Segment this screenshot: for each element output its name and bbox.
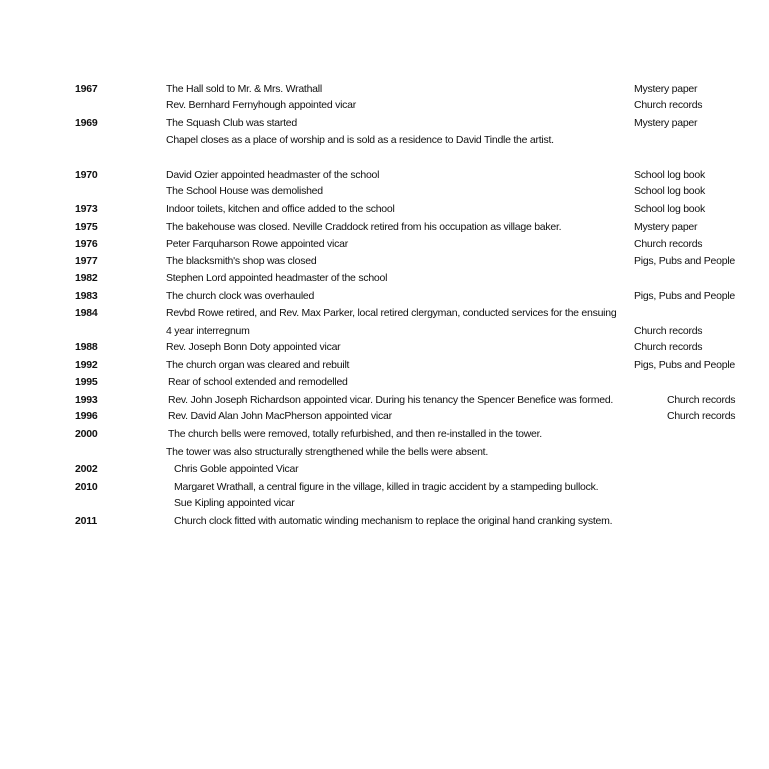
row-year: 1977 bbox=[75, 255, 98, 267]
row-event: Chapel closes as a place of worship and is sold as a residence to David Tindle the artist. bbox=[166, 134, 554, 146]
row-event: Indoor toilets, kitchen and office added to the school bbox=[166, 203, 395, 215]
table-row bbox=[0, 339, 769, 356]
table-row bbox=[0, 444, 769, 461]
row-source: Mystery paper bbox=[634, 83, 698, 95]
row-year: 1993 bbox=[75, 394, 98, 406]
row-event: Rear of school extended and remodelled bbox=[168, 376, 348, 388]
row-year: 1988 bbox=[75, 341, 98, 353]
row-year: 1983 bbox=[75, 290, 98, 302]
table-row bbox=[0, 253, 769, 270]
row-event: Sue Kipling appointed vicar bbox=[174, 497, 295, 509]
row-event: The Hall sold to Mr. & Mrs. Wrathall bbox=[166, 83, 322, 95]
table-row bbox=[0, 392, 769, 409]
row-event: Revbd Rowe retired, and Rev. Max Parker, local retired clergyman, conducted services for the ensuing bbox=[166, 307, 617, 319]
table-row bbox=[0, 97, 769, 114]
row-source: School log book bbox=[634, 185, 705, 197]
row-year: 1973 bbox=[75, 203, 98, 215]
row-source: Church records bbox=[667, 394, 736, 406]
row-year: 1984 bbox=[75, 307, 98, 319]
table-row bbox=[0, 115, 769, 132]
row-event: The Squash Club was started bbox=[166, 117, 297, 129]
row-event: The church bells were removed, totally refurbished, and then re-installed in the tower. bbox=[168, 428, 542, 440]
row-source: Church records bbox=[634, 341, 703, 353]
row-year: 2002 bbox=[75, 463, 98, 475]
row-source: Church records bbox=[634, 99, 703, 111]
row-event: Chris Goble appointed Vicar bbox=[174, 463, 299, 475]
table-row bbox=[0, 495, 769, 512]
row-year: 1976 bbox=[75, 238, 98, 250]
table-row bbox=[0, 305, 769, 322]
table-row bbox=[0, 357, 769, 374]
row-year: 2011 bbox=[75, 515, 97, 527]
row-event: The tower was also structurally strengthened while the bells were absent. bbox=[166, 446, 489, 458]
row-source: Church records bbox=[634, 325, 703, 337]
table-row bbox=[0, 513, 769, 530]
row-year: 1982 bbox=[75, 272, 98, 284]
table-row bbox=[0, 81, 769, 98]
row-event: Peter Farquharson Rowe appointed vicar bbox=[166, 238, 348, 250]
row-event: Rev. John Joseph Richardson appointed vicar. During his tenancy the Spencer Benefice was formed. bbox=[168, 394, 614, 406]
row-source: Church records bbox=[634, 238, 703, 250]
table-row bbox=[0, 236, 769, 253]
row-year: 1970 bbox=[75, 169, 98, 181]
table-row bbox=[0, 201, 769, 218]
row-year: 1992 bbox=[75, 359, 98, 371]
table-row bbox=[0, 408, 769, 425]
table-row bbox=[0, 461, 769, 478]
row-year: 1975 bbox=[75, 221, 98, 233]
row-source: Pigs, Pubs and People bbox=[634, 255, 735, 267]
table-row bbox=[0, 288, 769, 305]
row-year: 2000 bbox=[75, 428, 98, 440]
row-event: David Ozier appointed headmaster of the school bbox=[166, 169, 380, 181]
row-source: Mystery paper bbox=[634, 221, 698, 233]
row-source: Mystery paper bbox=[634, 117, 698, 129]
row-year: 1967 bbox=[75, 83, 98, 95]
row-event: Church clock fitted with automatic winding mechanism to replace the original hand cranking system. bbox=[174, 515, 613, 527]
row-event: 4 year interregnum bbox=[166, 325, 250, 337]
row-source: Pigs, Pubs and People bbox=[634, 290, 735, 302]
table-row bbox=[0, 132, 769, 149]
table-row bbox=[0, 323, 769, 340]
row-source: Pigs, Pubs and People bbox=[634, 359, 735, 371]
row-event: Stephen Lord appointed headmaster of the school bbox=[166, 272, 388, 284]
table-row bbox=[0, 426, 769, 443]
row-year: 1995 bbox=[75, 376, 98, 388]
row-year: 1996 bbox=[75, 410, 98, 422]
row-event: Margaret Wrathall, a central figure in the village, killed in tragic accident by a stampeding bullock. bbox=[174, 481, 599, 493]
row-event: Rev. David Alan John MacPherson appointed vicar bbox=[168, 410, 392, 422]
table-row bbox=[0, 270, 769, 287]
table-row bbox=[0, 479, 769, 496]
table-row bbox=[0, 374, 769, 391]
row-source: School log book bbox=[634, 203, 705, 215]
row-year: 1969 bbox=[75, 117, 98, 129]
row-event: The School House was demolished bbox=[166, 185, 323, 197]
row-source: Church records bbox=[667, 410, 736, 422]
row-event: The blacksmith's shop was closed bbox=[166, 255, 317, 267]
row-event: The church organ was cleared and rebuilt bbox=[166, 359, 350, 371]
row-year: 2010 bbox=[75, 481, 98, 493]
table-row bbox=[0, 167, 769, 184]
row-source: School log book bbox=[634, 169, 705, 181]
row-event: Rev. Bernhard Fernyhough appointed vicar bbox=[166, 99, 357, 111]
row-event: The bakehouse was closed. Neville Craddock retired from his occupation as village baker. bbox=[166, 221, 562, 233]
table-row bbox=[0, 219, 769, 236]
row-event: The church clock was overhauled bbox=[166, 290, 315, 302]
table-row bbox=[0, 183, 769, 200]
row-event: Rev. Joseph Bonn Doty appointed vicar bbox=[166, 341, 341, 353]
